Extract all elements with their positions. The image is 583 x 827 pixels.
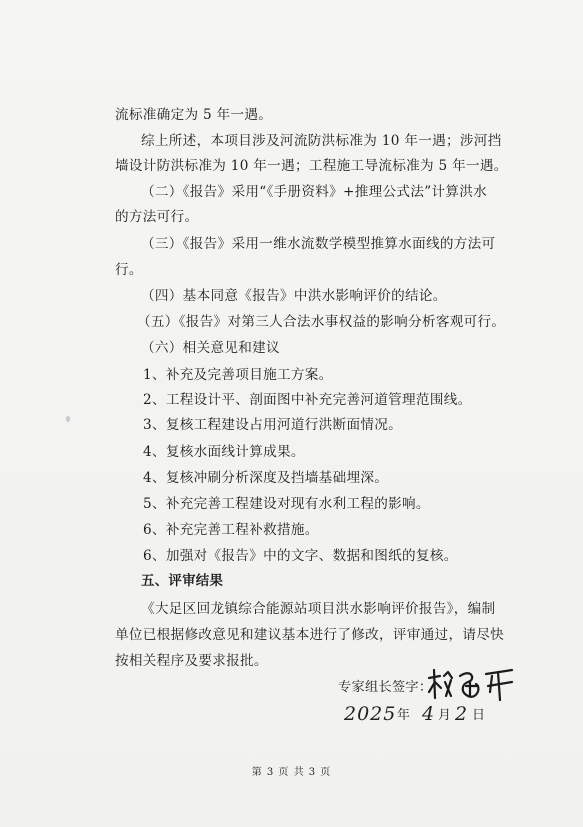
date-year-handwritten: 2025 [344, 703, 397, 725]
paragraph-line: （二）《报告》采用“《手册资料》+推理公式法”计算洪水 [141, 184, 488, 200]
section-title: 五、评审结果 [141, 574, 224, 589]
list-item: 5、补充完善工程建设对现有水利工程的影响。 [143, 496, 430, 512]
list-item: 6、补充完善工程补救措施。 [143, 522, 319, 538]
list-item: 3、复核工程建设占用河道行洪断面情况。 [143, 417, 403, 433]
date-year-suffix: 年 [397, 708, 411, 723]
date-month-handwritten: 4 [422, 703, 436, 725]
scan-speck [66, 416, 70, 422]
date-day-handwritten: 2 [455, 703, 469, 725]
conclusion-line: 按相关程序及要求报批。 [115, 653, 268, 669]
paragraph-line: 综上所述，本项目涉及河流防洪标准为 10 年一遇；涉河挡 [141, 133, 502, 149]
paragraph-line: （四）基本同意《报告》中洪水影响评价的结论。 [141, 288, 447, 304]
conclusion-line: 《大足区回龙镇综合能源站项目洪水影响评价报告》，编制 [141, 601, 496, 617]
list-item: 2、工程设计平、剖面图中补充完善河道管理范围线。 [143, 392, 472, 408]
list-item: 6、加强对《报告》中的文字、数据和图纸的复核。 [143, 548, 458, 564]
paragraph-line: 流标准确定为 5 年一遇。 [115, 107, 273, 123]
paragraph-line: 的方法可行。 [115, 209, 199, 225]
handwritten-signature [426, 666, 516, 704]
date-day-suffix: 日 [472, 708, 486, 723]
paragraph-line: （六）相关意见和建议 [141, 340, 280, 356]
list-item: 1、补充及完善项目施工方案。 [143, 367, 333, 383]
date-month-suffix: 月 [438, 708, 452, 723]
page-footer: 第 3 页 共 3 页 [251, 767, 332, 778]
paragraph-line: （五）《报告》对第三人合法水事权益的影响分析客观可行。 [137, 314, 506, 330]
paragraph-line: （三）《报告》采用一维水流数学模型推算水面线的方法可 [141, 236, 496, 252]
signature-label: 专家组长签字： [338, 680, 433, 695]
paragraph-line: 行。 [115, 262, 143, 278]
conclusion-line: 单位已根据修改意见和建议基本进行了修改，评审通过，请尽快 [115, 627, 505, 643]
list-item: 4、复核水面线计算成果。 [143, 444, 305, 460]
paragraph-line: 墙设计防洪标准为 10 年一遇；工程施工导流标准为 5 年一遇。 [115, 158, 508, 174]
list-item: 4、复核冲刷分析深度及挡墙基础埋深。 [143, 470, 389, 486]
